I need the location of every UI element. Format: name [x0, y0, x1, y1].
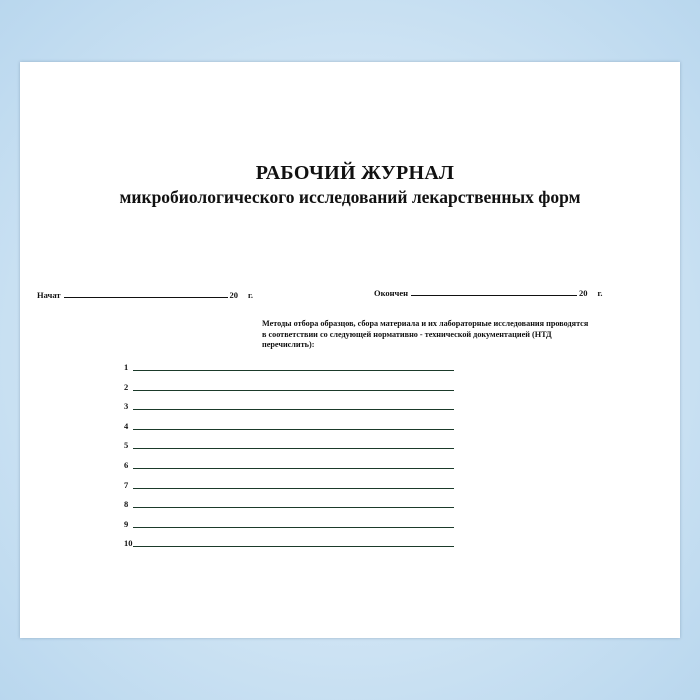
line-rule[interactable] — [133, 390, 454, 391]
line-rule[interactable] — [133, 507, 454, 508]
start-year-prefix: 20 — [229, 290, 239, 300]
start-date-line — [37, 290, 253, 300]
ntd-line-1[interactable] — [124, 360, 454, 372]
methods-paragraph: Методы отбора образцов, сбора материала и их лабораторные исследования проводятся в соответствии со следующей нормативно - технической документацией (НТД перечислить): — [262, 319, 589, 349]
ntd-line-9[interactable] — [124, 517, 454, 529]
line-number: 3 — [124, 401, 129, 412]
line-number: 6 — [124, 460, 129, 470]
journal-subtitle: микробиологического исследований лекарственных форм — [119, 187, 581, 207]
journal-page — [20, 62, 680, 638]
journal-title: РАБОЧИЙ ЖУРНАЛ — [255, 162, 455, 184]
ntd-line-2[interactable] — [124, 380, 454, 392]
line-number: 5 — [124, 440, 129, 451]
line-number: 4 — [124, 420, 129, 431]
line-rule[interactable] — [133, 468, 454, 469]
line-rule[interactable] — [133, 409, 454, 410]
line-rule[interactable] — [133, 370, 454, 371]
end-date-line — [374, 288, 603, 298]
ntd-line-8[interactable] — [124, 497, 454, 509]
end-label: Окончен — [374, 288, 409, 298]
ntd-line-4[interactable] — [124, 419, 454, 431]
ntd-line-10[interactable] — [124, 536, 454, 548]
start-label: Начат — [37, 290, 61, 300]
line-rule[interactable] — [133, 448, 454, 449]
end-year-prefix: 20 — [579, 288, 588, 298]
line-number: 7 — [124, 479, 129, 490]
ntd-line-3[interactable] — [124, 399, 454, 411]
line-number: 2 — [124, 381, 129, 392]
end-date-blank[interactable] — [411, 294, 577, 296]
ntd-line-6[interactable] — [124, 458, 454, 470]
line-number: 1 — [124, 362, 129, 372]
line-number: 10 — [124, 538, 133, 549]
line-number: 8 — [124, 499, 129, 510]
end-year-suffix: г. — [597, 288, 603, 298]
ntd-line-7[interactable] — [124, 478, 454, 490]
start-year-suffix: г. — [248, 290, 254, 300]
line-rule[interactable] — [133, 429, 454, 430]
line-rule[interactable] — [133, 527, 454, 528]
start-date-blank[interactable] — [64, 296, 228, 298]
line-rule[interactable] — [133, 488, 454, 489]
line-number: 9 — [124, 518, 129, 529]
line-rule[interactable] — [133, 546, 454, 547]
ntd-line-5[interactable] — [124, 438, 454, 450]
